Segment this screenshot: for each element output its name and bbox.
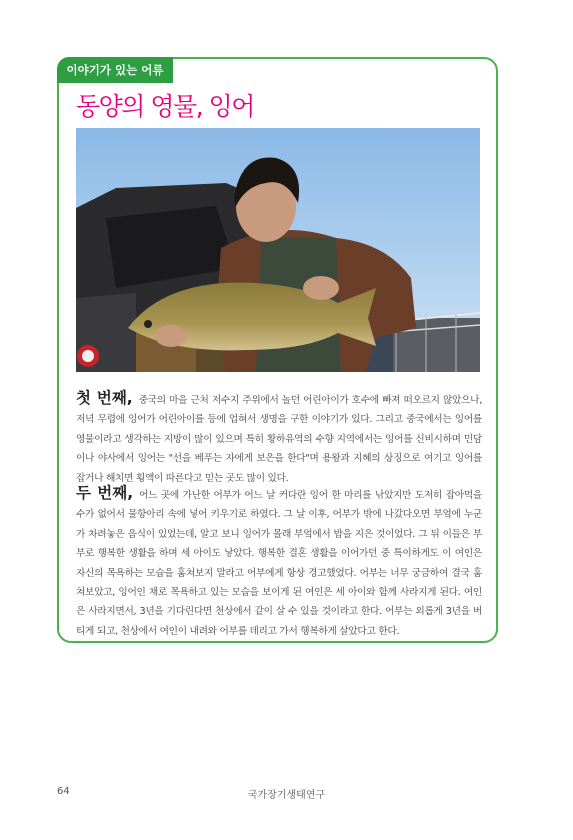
paragraph-second — [76, 484, 482, 641]
footer-organization: 국가장기생태연구 — [247, 790, 326, 801]
section-tag: 이야기가 있는 어류 — [57, 57, 173, 83]
paragraph-first — [76, 389, 482, 488]
carp-photo — [76, 128, 480, 372]
page-number: 64 — [57, 786, 70, 797]
page-title: 동양의 영물, 잉어 — [76, 92, 254, 121]
paragraph-text: 중국의 마을 근처 저수지 주위에서 놀던 어린아이가 호수에 빠져 떠오르지 않았으나, 저녁 무렵에 잉어가 어린아이를 등에 업혀서 생명을 구한 이야기가 있다. 그리고 중국에서는 잉어를 영물이라고 생각하는 지방이 많이 있으며 특히 황하유역의 수향 지역에서는 잉어를 신비시하며 민담이나 야사에서 잉어는 "선을 베푸는 자에게 보은을 한다"며 용왕과 지혜의 상징으로 여기고 잉어를 잡거나 해치면 횡액이 따른다고 믿는 곳도 많이 있다. — [76, 395, 482, 484]
paragraph-lead: 첫 번째, — [76, 389, 133, 407]
paragraph-lead: 두 번째, — [76, 484, 134, 502]
paragraph-text: 어느 곳에 가난한 어부가 어느 날 커다란 잉어 한 마리를 낚았지만 도저히 잡아먹을 수가 없어서 물항아리 속에 넣어 키우기로 하였다. 그 날 이후, 어부가 밖에 나갔다오면 부엌에 누군가 차려놓은 음식이 있었는데, 알고 보니 잉어가 몰래 부엌에서 밥을 지은 것이었다. 그 뒤 이들은 부부로 행복한 생활을 하며 세 아이도 낳았다. 행복한 결혼 생활을 이어가던 중 특이하게도 이 여인은 자신의 목욕하는 모습을 훔쳐보지 말라고 어부에게 항상 경고했었다. 어부는 너무 궁금하여 결국 훔쳐보았고, 잉어인 채로 목욕하고 있는 모습을 보이게 된 여인은 세 아이와 함께 사라지게 된다. 여인은 사라지면서, 3년을 기다린다면 천상에서 같이 살 수 있을 것이라고 한다. 어부는 외롭게 3년을 버티게 되고, 천상에서 여인이 내려와 어부를 데리고 가서 행복하게 살았다고 한다. — [76, 490, 482, 637]
